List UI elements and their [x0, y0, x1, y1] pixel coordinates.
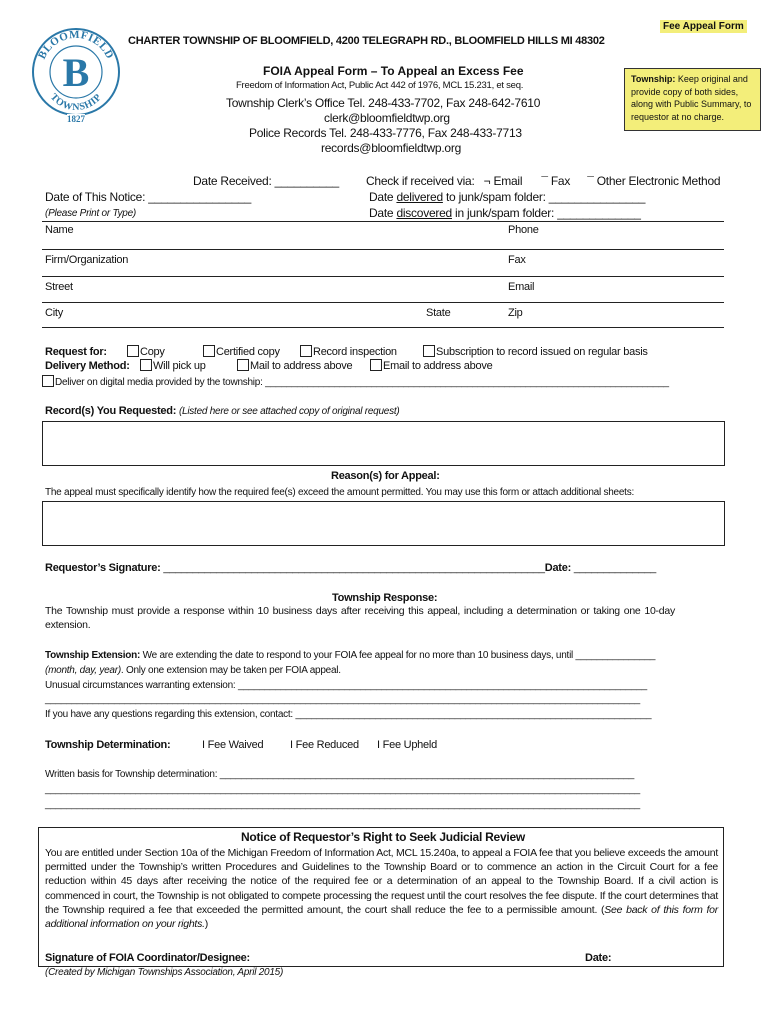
- fax-field[interactable]: Fax: [508, 254, 526, 266]
- notice-text: You are entitled under Section 10a of the Michigan Freedom of Information Act, MCL 15.240a, to appeal a FOIA fee that you believe exceeds the amount permitted under the Township’s written Procedures and Guidelines to the Township Board or to commence an action in the Circuit Court for a fee reduction within 45 days after receiving the notice of the required fee or a determination of an appeal to the Township Board. If a civil action is commenced in court, the Township is not obligated to compete processing the request until the court resolves the fee dispute. If the court determines that the Township required a fee that exceeded the permitted amount, the court shall reduce the fee to a permissible amount. (See back of this form for additional information on your rights.): [45, 847, 718, 931]
- fax-option-label: Fax: [550, 174, 571, 188]
- date-received: Date Received: __________: [193, 174, 339, 188]
- copy-checkbox[interactable]: Copy: [127, 345, 165, 358]
- other-option-icon[interactable]: ¯: [587, 174, 594, 188]
- date-of-notice[interactable]: Date of This Notice: ________________: [45, 190, 252, 204]
- police-contact: Police Records Tel. 248-433-7776, Fax 248-433-7713: [249, 126, 522, 140]
- extension-line[interactable]: Township Extension: We are extending the date to respond to your FOIA fee appeal for no more than 10 business days, until _______________: [45, 650, 656, 661]
- mail-checkbox[interactable]: Mail to address above: [237, 359, 352, 372]
- notice-title: Notice of Requestor’s Right to Seek Judicial Review: [241, 830, 525, 844]
- digital-media-checkbox[interactable]: Deliver on digital media provided by the township: ____________________________________________________________________________: [42, 375, 669, 388]
- email-option-label: Email: [493, 174, 523, 188]
- extension-note: (month, day, year). Only one extension may be taken per FOIA appeal.: [45, 665, 341, 676]
- pickup-checkbox[interactable]: Will pick up: [140, 359, 206, 372]
- checkbox-icon: [237, 359, 249, 371]
- response-text: The Township must provide a response within 10 business days after receiving this appeal, including a determination or taking one 10-day extension.: [45, 605, 675, 632]
- township-note-box: [624, 68, 761, 131]
- clerk-contact: Township Clerk’s Office Tel. 248-433-7702, Fax 248-642-7610: [226, 96, 541, 110]
- phone-field[interactable]: Phone: [508, 224, 539, 236]
- form-subtitle: Freedom of Information Act, Public Act 442 of 1976, MCL 15.231, et seq.: [236, 80, 524, 91]
- contact-line[interactable]: If you have any questions regarding this extension, contact: ___________________________________________________________________: [45, 709, 652, 720]
- state-field[interactable]: State: [426, 307, 451, 319]
- email-option-icon[interactable]: ¬: [483, 174, 491, 188]
- subscription-checkbox[interactable]: Subscription to record issued on regular basis: [423, 345, 648, 358]
- name-field[interactable]: Name: [45, 224, 74, 236]
- checkbox-icon: [423, 345, 435, 357]
- written-basis-blank-line-1[interactable]: ________________________________________________________________________________________________________________: [45, 784, 640, 795]
- fee-waived-option[interactable]: I Fee Waived: [202, 739, 264, 751]
- records-requested-box[interactable]: [42, 421, 725, 466]
- checkbox-icon: [42, 375, 54, 387]
- checkbox-icon: [203, 345, 215, 357]
- fee-reduced-option[interactable]: I Fee Reduced: [290, 739, 359, 751]
- township-header: CHARTER TOWNSHIP OF BLOOMFIELD, 4200 TELEGRAPH RD., BLOOMFIELD HILLS MI 48302: [128, 35, 605, 47]
- received-via-group: [366, 174, 720, 188]
- checkbox-icon: [140, 359, 152, 371]
- certified-copy-checkbox[interactable]: Certified copy: [203, 345, 280, 358]
- reasons-text: The appeal must specifically identify how the required fee(s) exceed the amount permitted. You may use this form or attach additional sheets:: [45, 487, 634, 498]
- other-option-label: Other Electronic Method: [596, 174, 721, 188]
- township-logo: [30, 24, 122, 124]
- date-discovered-line[interactable]: Date discovered in junk/spam folder: _____________: [369, 206, 641, 220]
- logo-top-text: BLOOMFIELD: [36, 28, 116, 62]
- request-for-label: Request for:: [45, 346, 107, 358]
- note-text: Keep original and provide copy of both sides, along with Public Summary, to requestor at no charge.: [631, 74, 752, 122]
- fee-upheld-option[interactable]: I Fee Upheld: [377, 739, 437, 751]
- written-basis-blank-line-2[interactable]: ________________________________________________________________________________________________________________: [45, 799, 640, 810]
- form-type-tag: Fee Appeal Form: [660, 20, 747, 33]
- print-note: (Please Print or Type): [45, 208, 137, 219]
- response-title: Township Response:: [332, 592, 438, 604]
- logo-bottom-text: TOWNSHIP: [47, 91, 105, 114]
- form-title: FOIA Appeal Form – To Appeal an Excess Fee: [263, 64, 524, 78]
- checkbox-icon: [300, 345, 312, 357]
- record-inspection-checkbox[interactable]: Record inspection: [300, 345, 397, 358]
- records-email: records@bloomfieldtwp.org: [321, 141, 461, 155]
- logo-monogram: B: [62, 50, 90, 95]
- email-delivery-checkbox[interactable]: Email to address above: [370, 359, 492, 372]
- street-field[interactable]: Street: [45, 281, 73, 293]
- note-label: Township:: [631, 74, 676, 84]
- checkbox-icon: [127, 345, 139, 357]
- checkbox-icon: [370, 359, 382, 371]
- coordinator-date-label[interactable]: Date:: [585, 952, 612, 964]
- coordinator-signature-label[interactable]: Signature of FOIA Coordinator/Designee:: [45, 952, 250, 964]
- reasons-title: Reason(s) for Appeal:: [331, 470, 440, 482]
- fax-option-icon[interactable]: ¯: [541, 174, 548, 188]
- requestor-signature-line[interactable]: Requestor’s Signature: _________________________________________________________________Date: ______________: [45, 562, 656, 574]
- received-via-label: Check if received via:: [366, 174, 475, 188]
- date-delivered-line[interactable]: Date delivered to junk/spam folder: _______________: [369, 190, 646, 204]
- records-requested-heading: Record(s) You Requested: (Listed here or see attached copy of original request): [45, 405, 400, 417]
- reasons-box[interactable]: [42, 501, 725, 546]
- logo-year: 1827: [67, 114, 85, 124]
- extension-blank-line[interactable]: ________________________________________________________________________________________________________________: [45, 694, 640, 705]
- determination-label: Township Determination:: [45, 739, 171, 751]
- clerk-email: clerk@bloomfieldtwp.org: [324, 111, 450, 125]
- zip-field[interactable]: Zip: [508, 307, 523, 319]
- firm-field[interactable]: Firm/Organization: [45, 254, 129, 266]
- city-field[interactable]: City: [45, 307, 63, 319]
- unusual-circumstances-line[interactable]: Unusual circumstances warranting extension: _____________________________________________________________________________: [45, 680, 647, 691]
- email-field[interactable]: Email: [508, 281, 535, 293]
- footer-credit: (Created by Michigan Townships Association, April 2015): [45, 967, 284, 978]
- delivery-method-label: Delivery Method:: [45, 360, 130, 372]
- written-basis-line[interactable]: Written basis for Township determination: ______________________________________________________________________________: [45, 769, 635, 780]
